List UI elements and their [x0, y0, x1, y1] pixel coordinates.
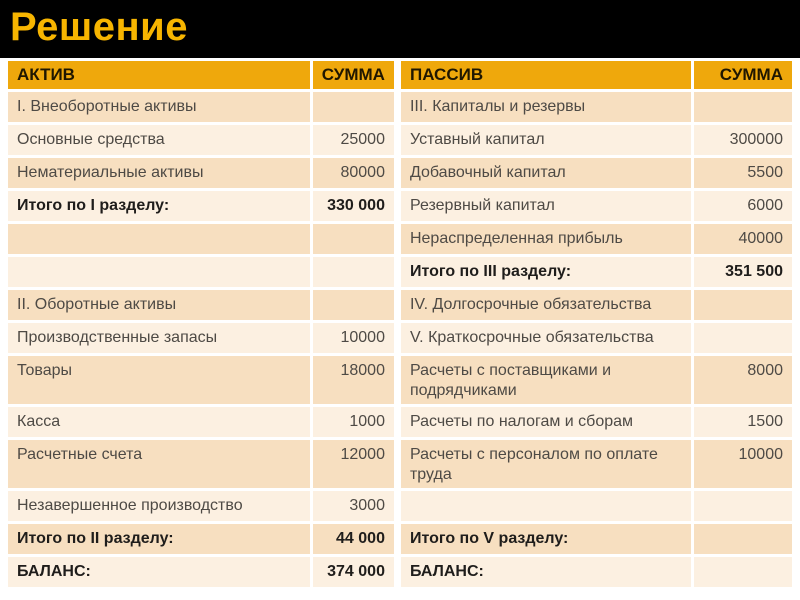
table-row — [8, 191, 792, 221]
table-gap-divider — [397, 191, 398, 221]
passiv-label: V. Краткосрочные обязательства — [401, 323, 691, 353]
table-row — [8, 158, 792, 188]
table-gap-divider — [397, 61, 398, 89]
table-gap-divider — [397, 290, 398, 320]
table-gap-divider — [397, 125, 398, 155]
table-row — [8, 491, 792, 521]
table-area — [0, 58, 800, 590]
passiv-value — [694, 92, 792, 122]
passiv-label: Итого по III разделу: — [401, 257, 691, 287]
passiv-label: Расчеты с персоналом по оплате труда — [401, 440, 691, 488]
aktiv-value — [313, 290, 394, 320]
table-row — [8, 557, 792, 587]
aktiv-value: 374 000 — [313, 557, 394, 587]
table-row — [8, 524, 792, 554]
passiv-label: Добавочный капитал — [401, 158, 691, 188]
table-row — [8, 323, 792, 353]
aktiv-value: 80000 — [313, 158, 394, 188]
passiv-value — [694, 290, 792, 320]
passiv-value: 5500 — [694, 158, 792, 188]
aktiv-label: Касса — [8, 407, 310, 437]
aktiv-label — [8, 257, 310, 287]
aktiv-label: Основные средства — [8, 125, 310, 155]
table-gap-divider — [397, 224, 398, 254]
aktiv-label: БАЛАНС: — [8, 557, 310, 587]
table-gap-divider — [397, 440, 398, 488]
aktiv-value: 25000 — [313, 125, 394, 155]
passiv-label: Расчеты с поставщиками и подрядчиками — [401, 356, 691, 404]
passiv-value — [694, 491, 792, 521]
passiv-label: Резервный капитал — [401, 191, 691, 221]
table-row — [8, 92, 792, 122]
passiv-value: 40000 — [694, 224, 792, 254]
aktiv-label: Итого по II разделу: — [8, 524, 310, 554]
passiv-value: 8000 — [694, 356, 792, 404]
title-bar — [0, 0, 800, 58]
passiv-value: 1500 — [694, 407, 792, 437]
table-gap-divider — [397, 407, 398, 437]
passiv-value — [694, 557, 792, 587]
aktiv-label: II. Оборотные активы — [8, 290, 310, 320]
table-row — [8, 224, 792, 254]
aktiv-label: Незавершенное производство — [8, 491, 310, 521]
aktiv-label: I. Внеоборотные активы — [8, 92, 310, 122]
aktiv-value: 1000 — [313, 407, 394, 437]
table-row — [8, 356, 792, 404]
table-gap-divider — [397, 524, 398, 554]
header-row — [8, 61, 792, 89]
passiv-value: 351 500 — [694, 257, 792, 287]
passiv-value — [694, 524, 792, 554]
table-gap-divider — [397, 158, 398, 188]
aktiv-value: 44 000 — [313, 524, 394, 554]
table-gap-divider — [397, 257, 398, 287]
table-gap-divider — [397, 557, 398, 587]
table-gap-divider — [397, 356, 398, 404]
passiv-value: 10000 — [694, 440, 792, 488]
slide-title: Решение — [10, 5, 189, 49]
passiv-label: БАЛАНС: — [401, 557, 691, 587]
passiv-label: Уставный капитал — [401, 125, 691, 155]
passiv-label — [401, 491, 691, 521]
aktiv-value — [313, 224, 394, 254]
header-summa-right: СУММА — [694, 61, 792, 89]
table-row — [8, 440, 792, 488]
aktiv-value — [313, 92, 394, 122]
table-gap-divider — [397, 323, 398, 353]
table-gap-divider — [397, 491, 398, 521]
aktiv-label: Товары — [8, 356, 310, 404]
passiv-value: 6000 — [694, 191, 792, 221]
table-gap-divider — [397, 92, 398, 122]
header-aktiv: АКТИВ — [8, 61, 310, 89]
aktiv-value: 18000 — [313, 356, 394, 404]
table-row — [8, 125, 792, 155]
header-passiv: ПАССИВ — [401, 61, 691, 89]
passiv-label: IV. Долгосрочные обязательства — [401, 290, 691, 320]
aktiv-value: 3000 — [313, 491, 394, 521]
table-row — [8, 257, 792, 287]
passiv-label: Итого по V разделу: — [401, 524, 691, 554]
aktiv-label — [8, 224, 310, 254]
passiv-value: 300000 — [694, 125, 792, 155]
table-row — [8, 290, 792, 320]
balance-sheet-table — [5, 58, 795, 590]
aktiv-value: 330 000 — [313, 191, 394, 221]
aktiv-value: 10000 — [313, 323, 394, 353]
passiv-value — [694, 323, 792, 353]
aktiv-label: Итого по I разделу: — [8, 191, 310, 221]
passiv-label: III. Капиталы и резервы — [401, 92, 691, 122]
passiv-label: Нераспределенная прибыль — [401, 224, 691, 254]
passiv-label: Расчеты по налогам и сборам — [401, 407, 691, 437]
aktiv-label: Производственные запасы — [8, 323, 310, 353]
aktiv-label: Нематериальные активы — [8, 158, 310, 188]
header-summa-left: СУММА — [313, 61, 394, 89]
table-row — [8, 407, 792, 437]
aktiv-value: 12000 — [313, 440, 394, 488]
aktiv-value — [313, 257, 394, 287]
aktiv-label: Расчетные счета — [8, 440, 310, 488]
